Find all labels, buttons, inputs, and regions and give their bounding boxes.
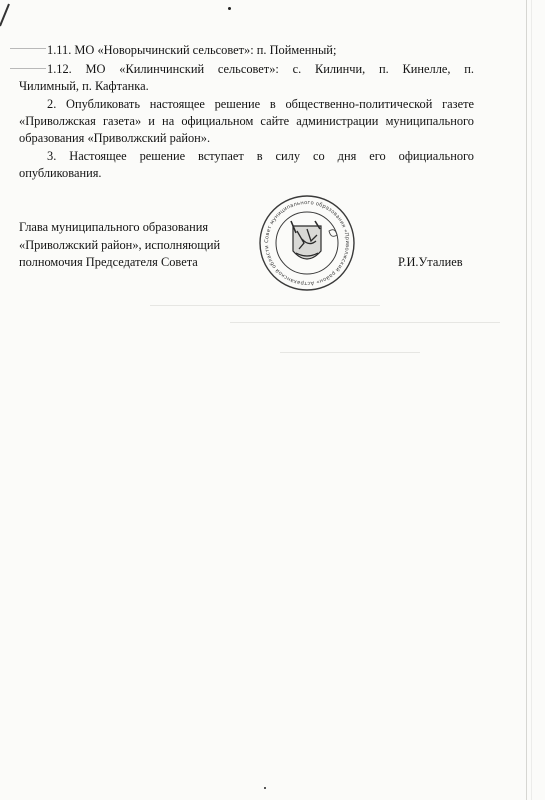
scan-artifact xyxy=(280,352,420,353)
svg-text:Совет муниципального образован: Совет муниципального образования «Приволжский район» Астраханской области xyxy=(263,199,351,287)
page-edge-shadow xyxy=(531,0,532,800)
signatory-title-line: полномочия Председателя Совета xyxy=(19,255,198,269)
margin-check-mark xyxy=(10,68,46,69)
item-1-11: 1.11. МО «Новорычинский сельсовет»: п. Пойменный; xyxy=(47,43,337,57)
punch-mark xyxy=(228,7,231,10)
punch-mark xyxy=(264,787,266,789)
item-2-continued: «Приволжская газета» и на официальном сайте администрации муниципального xyxy=(19,114,474,128)
margin-check-mark xyxy=(10,48,46,49)
signatory-name: Р.И.Уталиев xyxy=(398,255,463,269)
folded-corner-mark xyxy=(0,0,14,28)
scan-artifact xyxy=(230,322,500,323)
item-3-continued: опубликования. xyxy=(19,166,102,180)
signatory-title-line: «Приволжский район», исполняющий xyxy=(19,238,221,252)
item-1-12: 1.12. МО «Килинчинский сельсовет»: с. Килинчи, п. Кинелле, п. xyxy=(47,62,474,76)
official-seal xyxy=(257,191,357,296)
item-2: 2. Опубликовать настоящее решение в общественно-политической газете xyxy=(47,97,474,111)
item-2-continued-end: образования «Приволжский район». xyxy=(19,131,211,145)
page-edge xyxy=(526,0,527,800)
signatory-title-line: Глава муниципального образования xyxy=(19,220,209,234)
item-1-12-continued: Чилимный, п. Кафтанка. xyxy=(19,79,149,93)
item-3: 3. Настоящее решение вступает в силу со дня его официального xyxy=(47,149,474,163)
scan-artifact xyxy=(150,305,380,306)
